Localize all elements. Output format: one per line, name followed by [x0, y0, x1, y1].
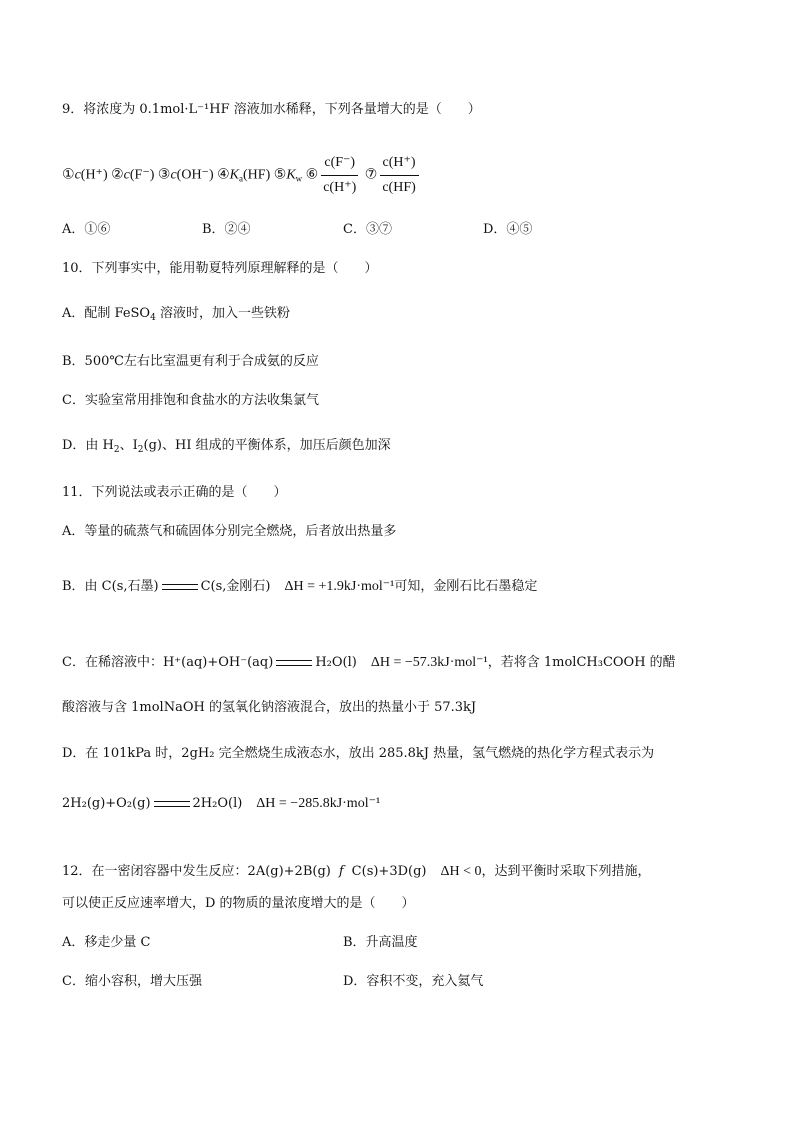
- c-symbol: c: [170, 167, 177, 183]
- q11-d-reactants: 2H₂(g)+O₂(g): [62, 796, 151, 811]
- item-5-marker: ⑤: [273, 167, 287, 183]
- fraction-7-denominator: c(HF): [382, 180, 416, 195]
- equals-arrow: [276, 660, 312, 666]
- q12-option-b[interactable]: B．升高温度: [343, 935, 418, 950]
- fraction-7-numerator: c(H⁺): [380, 152, 419, 176]
- fraction-7: [379, 152, 418, 199]
- q10-a-text-rest: 溶液时，加入一些铁粉: [155, 306, 290, 321]
- q10-d-text: D．由 H: [62, 438, 114, 453]
- fraction-6: [320, 152, 359, 199]
- q11-option-c[interactable]: [62, 654, 676, 672]
- q11-b-reactant: B．由 C(s,石墨): [62, 579, 159, 594]
- q11-c-enthalpy: ΔH = −57.3kJ·mol⁻¹: [370, 655, 488, 670]
- item-2-marker: ②: [111, 167, 124, 183]
- item-7-marker: ⑦: [364, 167, 378, 183]
- item-1-marker: ①: [62, 167, 75, 183]
- q11-d-enthalpy: ΔH = −285.8kJ·mol⁻¹: [256, 796, 381, 811]
- ka-symbol: K: [229, 167, 240, 183]
- item-3-marker: ③: [157, 167, 171, 183]
- q11-c-text: ，若将含 1molCH₃COOH 的醋: [487, 655, 676, 670]
- hf-paren: (HF): [243, 167, 271, 183]
- q10-option-d[interactable]: [62, 437, 391, 459]
- question-11-stem: 11．下列说法或表示正确的是（ ）: [62, 485, 287, 500]
- q10-d-subscript-2: 2: [137, 445, 144, 455]
- kw-subscript: w: [295, 173, 303, 184]
- q11-d-equation: [62, 795, 380, 813]
- q11-option-b[interactable]: [62, 578, 537, 596]
- q10-d-text-mid: 、I: [119, 438, 138, 453]
- q9-option-c[interactable]: C．③⑦: [343, 222, 392, 237]
- q10-option-b[interactable]: B．500℃左右比室温更有利于合成氨的反应: [62, 354, 319, 369]
- question-12-stem: [62, 863, 651, 881]
- q10-a-subscript: 4: [150, 313, 156, 323]
- q10-a-text: A．配制 FeSO: [62, 306, 151, 321]
- c-symbol: c: [74, 167, 81, 183]
- q11-c-line-2: 酸溶液与含 1molNaOH 的氢氧化钠溶液混合，放出的热量小于 57.3kJ: [62, 700, 477, 715]
- q10-option-c[interactable]: C．实验室常用排饱和食盐水的方法收集氯气: [62, 393, 319, 408]
- equals-arrow: [162, 584, 198, 590]
- q11-c-reactants: C．在稀溶液中：H⁺(aq)+OH⁻(aq): [62, 655, 274, 670]
- q11-c-product: H₂O(l): [315, 655, 357, 670]
- q10-option-a[interactable]: [62, 305, 290, 327]
- equals-arrow: [154, 801, 190, 807]
- f-minus: (F⁻): [129, 167, 155, 183]
- ka-subscript: a: [239, 173, 244, 184]
- q10-d-subscript-1: 2: [113, 445, 120, 455]
- q9-option-d[interactable]: D．④⑤: [483, 222, 533, 237]
- h-plus: (H⁺): [80, 167, 108, 183]
- fraction-6-numerator: c(F⁻): [321, 152, 358, 176]
- c-symbol: c: [123, 167, 130, 183]
- q12-products: C(s)+3D(g): [351, 864, 427, 879]
- q11-b-product: C(s,金刚石): [200, 579, 271, 594]
- q12-option-c[interactable]: C．缩小容积，增大压强: [62, 974, 202, 989]
- question-10-stem: 10．下列事实中，能用勒夏特列原理解释的是（ ）: [62, 261, 378, 276]
- q12-equilibrium-symbol: f: [338, 864, 344, 879]
- q11-b-conclusion: 可知，金刚石比石墨稳定: [394, 579, 538, 594]
- question-12-stem-line-2: 可以使正反应速率增大，D 的物质的量浓度增大的是（ ）: [62, 896, 415, 911]
- q12-reactants: 12．在一密闭容器中发生反应：2A(g)+2B(g): [62, 864, 331, 879]
- question-9-stem: 9．将浓度为 0.1mol·L⁻¹HF 溶液加水稀释，下列各量增大的是（ ）: [62, 102, 481, 117]
- q11-b-enthalpy: ΔH = +1.9kJ·mol⁻¹: [284, 579, 395, 594]
- q11-option-a[interactable]: A．等量的硫蒸气和硫固体分别完全燃烧，后者放出热量多: [62, 524, 397, 539]
- fraction-6-denominator: c(H⁺): [323, 180, 357, 195]
- q9-option-a[interactable]: A．①⑥: [62, 222, 111, 237]
- question-9-items: [62, 152, 421, 199]
- kw-symbol: K: [286, 167, 296, 183]
- q11-d-product: 2H₂O(l): [192, 796, 243, 811]
- item-6-marker: ⑥: [305, 167, 319, 183]
- q9-option-b[interactable]: B．②④: [202, 222, 251, 237]
- q12-stem-rest: ，达到平衡时采取下列措施，: [481, 864, 651, 879]
- q12-option-d[interactable]: D．容积不变，充入氦气: [343, 974, 484, 989]
- q12-enthalpy: ΔH < 0: [440, 864, 482, 879]
- q11-option-d[interactable]: D．在 101kPa 时，2gH₂ 完全燃烧生成液态水，放出 285.8kJ 热量，氢气燃烧的热化学方程式表示为: [62, 746, 655, 761]
- item-4-marker: ④: [217, 167, 230, 183]
- q10-d-text-rest: (g)、HI 组成的平衡体系，加压后颜色加深: [143, 438, 391, 453]
- oh-minus: (OH⁻): [176, 167, 214, 183]
- q12-option-a[interactable]: A．移走少量 C: [62, 935, 151, 950]
